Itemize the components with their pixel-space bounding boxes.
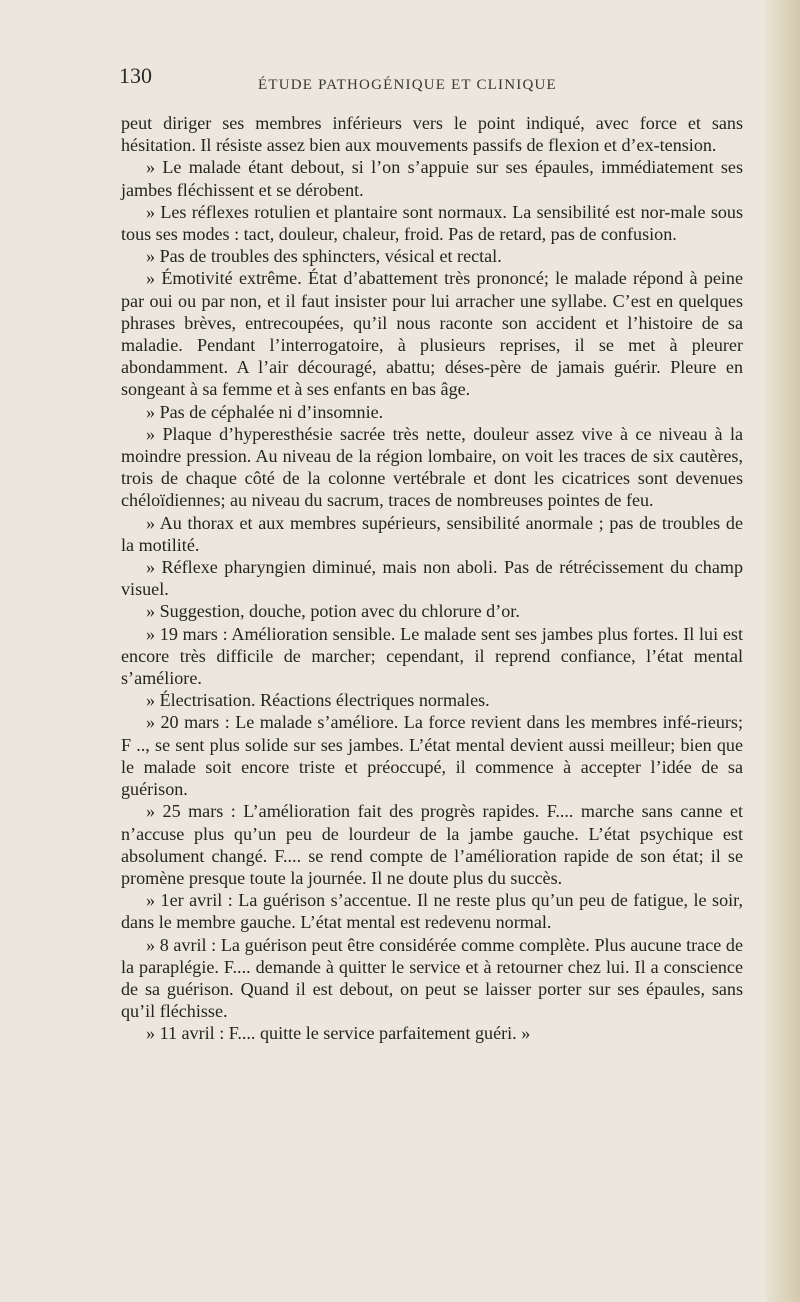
paragraph: » 25 mars : L’amélioration fait des progrès rapides. F.... marche sans canne et n’accuse plus qu’un peu de lourdeur de la jambe gauche. L’état psychique est absolument changé. F.... se rend compte de l’amélioration rapide de son état; il se promène presque toute la journée. Il ne doute plus du succès. — [121, 801, 743, 888]
paragraph: » 19 mars : Amélioration sensible. Le malade sent ses jambes plus fortes. Il lui est encore très difficile de marcher; cependant, il reprend confiance, l’état mental s’améliore. — [121, 623, 743, 689]
paragraph: » Émotivité extrême. État d’abattement très prononcé; le malade répond à peine par oui ou par non, et il faut insister pour lui arracher une syllabe. C’est en quelques phrases brèves, entrecoupées, qu’il nous raconte son accident et l’histoire de sa maladie. Pendant l’interrogatoire, à plusieurs reprises, il se met à pleurer abondamment. A l’air découragé, abattu; déses-père de jamais guérir. Pleure en songeant à sa femme et à ses enfants en bas âge. — [121, 268, 743, 400]
paragraph: » 8 avril : La guérison peut être considérée comme complète. Plus aucune trace de la paraplégie. F.... demande à quitter le service et à retourner chez lui. Il a conscience de sa guérison. Quand il est debout, on peut se laisser porter sur ses épaules, sans qu’il fléchisse. — [121, 934, 743, 1022]
body-text — [121, 112, 743, 1045]
paragraph: » Plaque d’hyperesthésie sacrée très nette, douleur assez vive à ce niveau à la moindre pression. Au niveau de la région lombaire, on voit les traces de six cautères, trois de chaque côté de la colonne vertébrale et dont les cicatrices sont devenues chéloïdiennes; au niveau du sacrum, traces de nombreuses pointes de feu. — [121, 423, 743, 511]
paragraph: » 20 mars : Le malade s’améliore. La force revient dans les membres infé-rieurs; F .., se sent plus solide sur ses jambes. L’état mental devient aussi meilleur; bien que le malade soit encore triste et préoccupé, il commence à accepter l’idée de sa guérison. — [121, 712, 743, 800]
paragraph: » Les réflexes rotulien et plantaire sont normaux. La sensibilité est nor-male sous tous ses modes : tact, douleur, chaleur, froid. Pas de retard, pas de confusion. — [121, 201, 743, 245]
paragraph: » Suggestion, douche, potion avec du chlorure d’or. — [146, 601, 520, 622]
paragraph: » Au thorax et aux membres supérieurs, sensibilité anormale ; pas de troubles de la motilité. — [121, 512, 743, 555]
running-title: ÉTUDE PATHOGÉNIQUE ET CLINIQUE — [258, 77, 557, 93]
paragraph: » Le malade étant debout, si l’on s’appuie sur ses épaules, immédiatement ses jambes fléchissent et se dérobent. — [121, 157, 743, 200]
paragraph: » Pas de céphalée ni d’insomnie. — [146, 401, 384, 422]
paragraph: » 11 avril : F.... quitte le service parfaitement guéri. » — [146, 1023, 531, 1044]
paragraph: » 1er avril : La guérison s’accentue. Il ne reste plus qu’un peu de fatigue, le soir, dans le membre gauche. L’état mental est redevenu normal. — [121, 890, 743, 933]
paragraph: » Réflexe pharyngien diminué, mais non aboli. Pas de rétrécissement du champ visuel. — [121, 557, 743, 600]
paragraph: » Électrisation. Réactions électriques normales. — [146, 690, 490, 711]
page-number: 130 — [119, 63, 152, 88]
paragraph: peut diriger ses membres inférieurs vers le point indiqué, avec force et sans hésitation. Il résiste assez bien aux mouvements passifs de flexion et d’ex-tension. — [121, 113, 743, 156]
paragraph: » Pas de troubles des sphincters, vésical et rectal. — [146, 246, 502, 267]
